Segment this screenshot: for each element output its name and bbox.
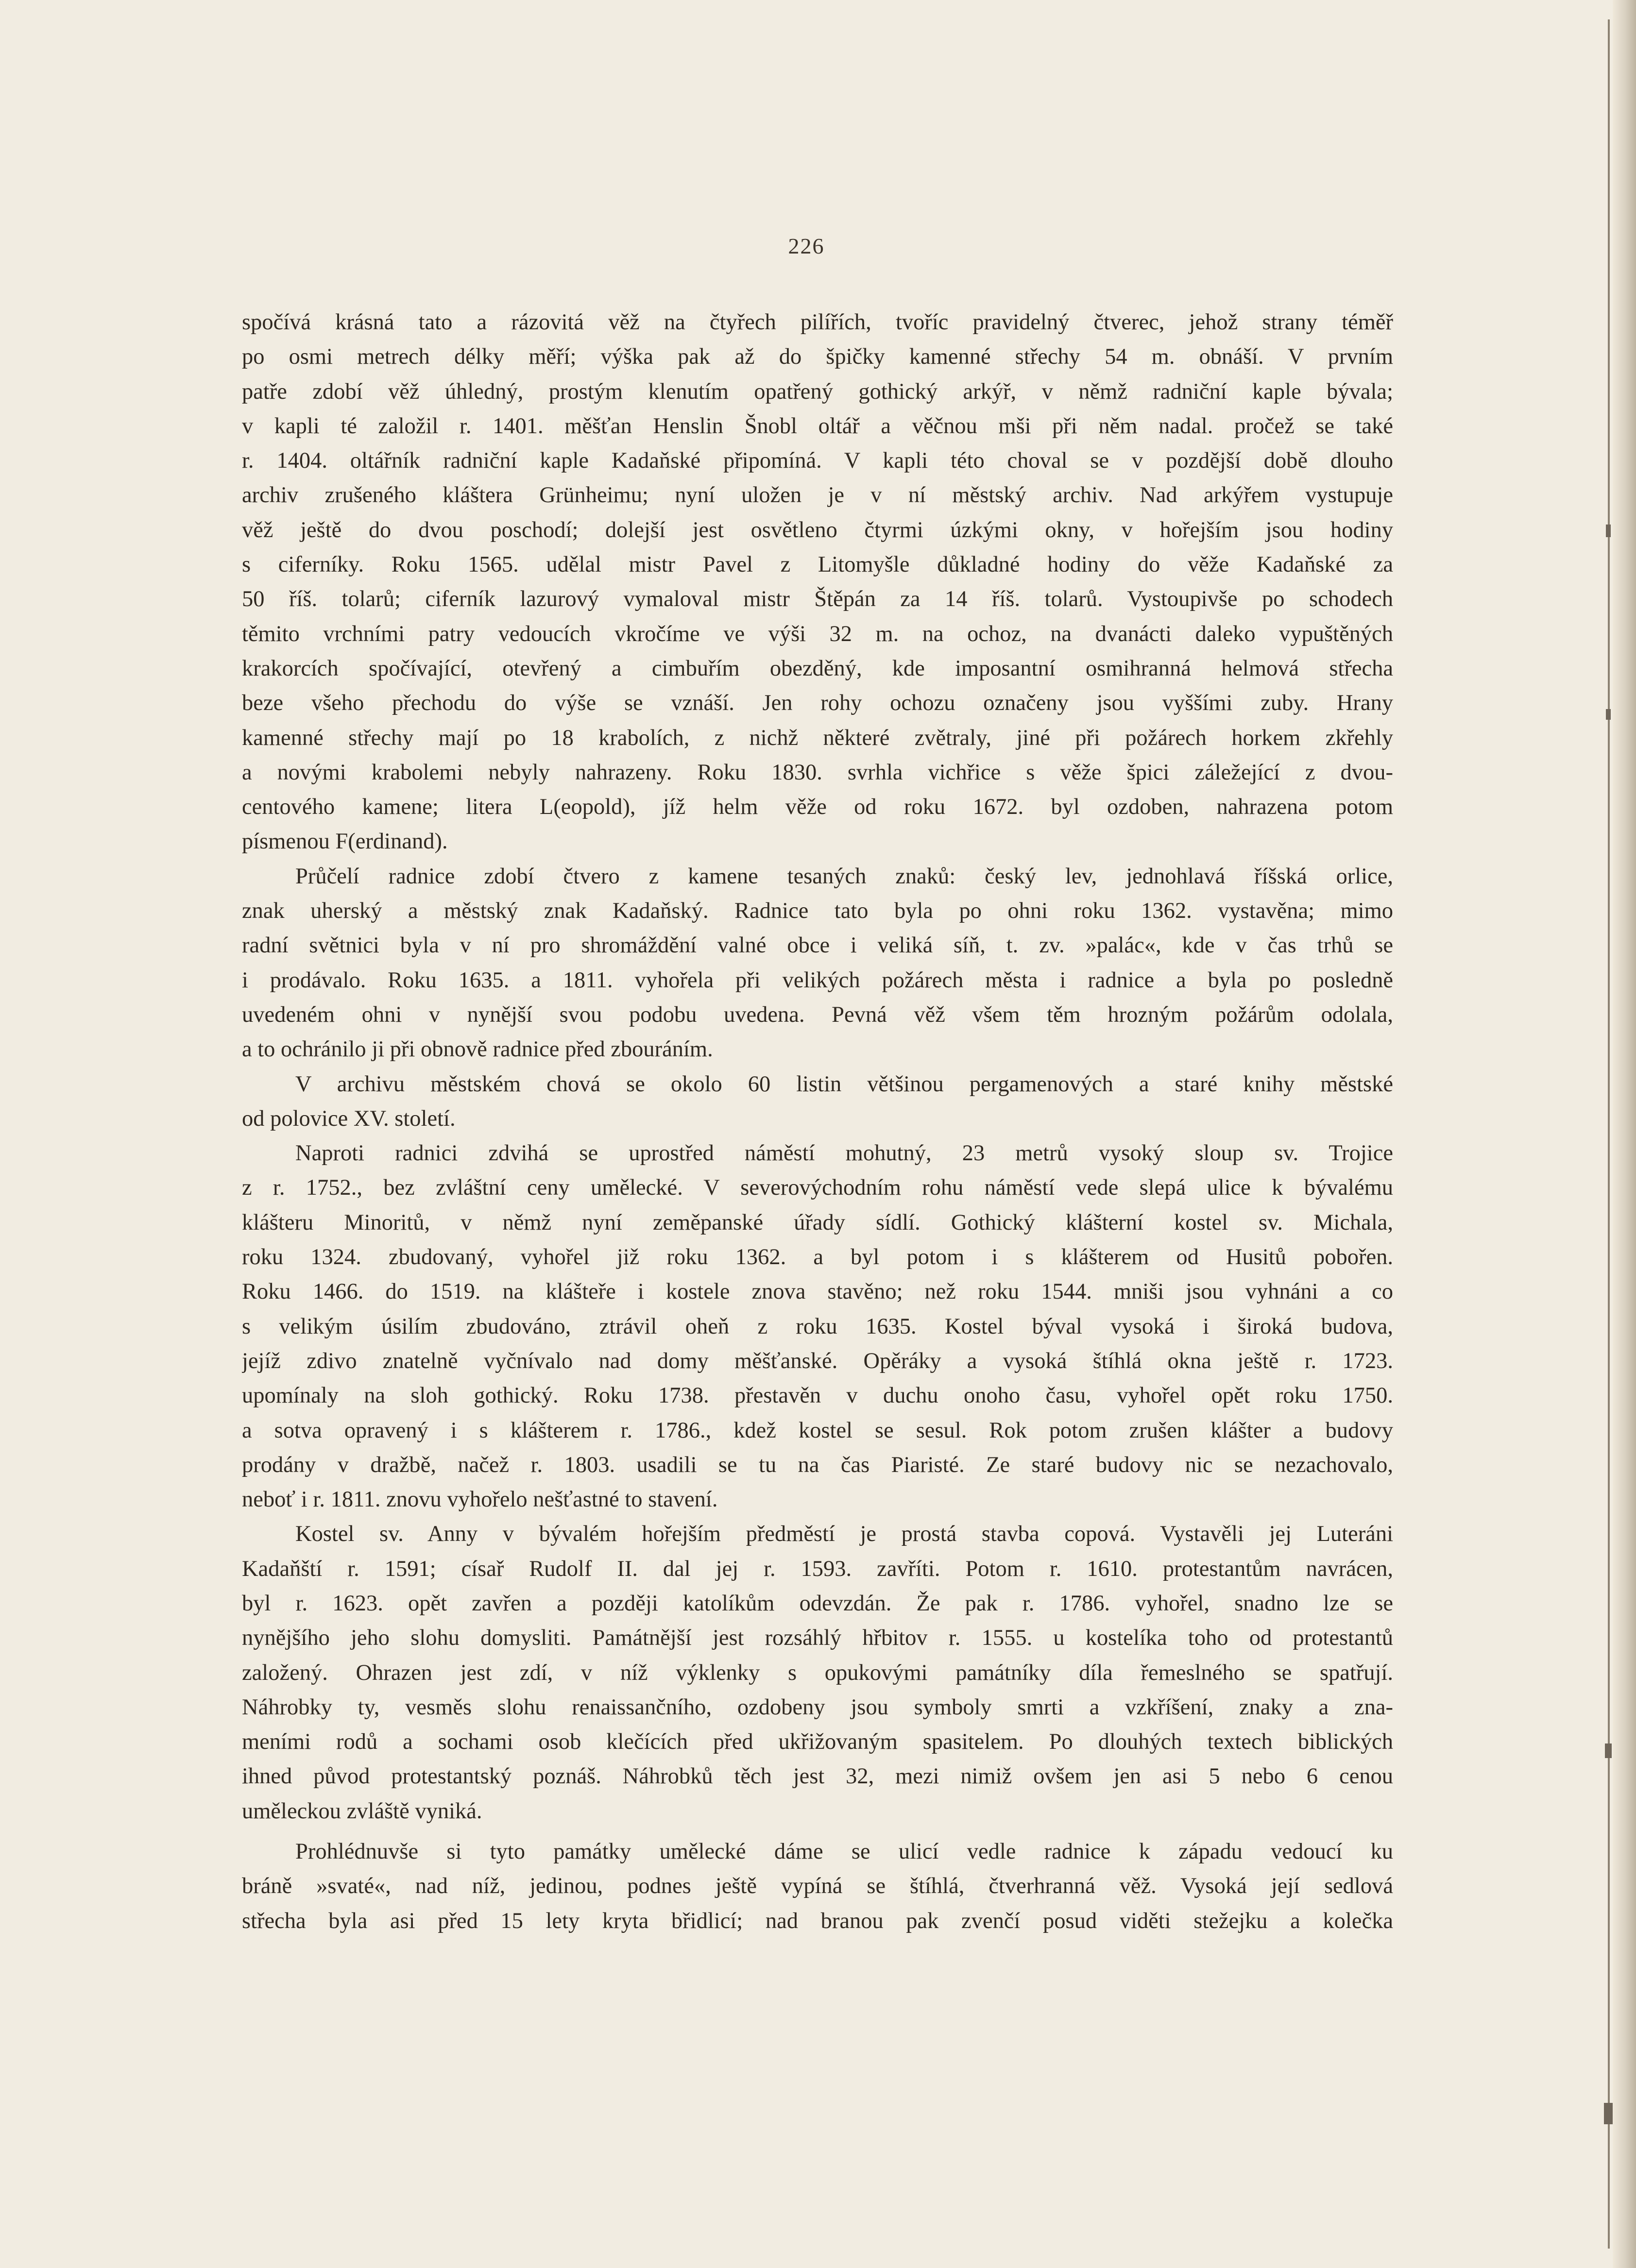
page-binding-edge	[1613, 0, 1636, 2268]
paragraph	[242, 1067, 1393, 1136]
text-line: založený. Ohrazen jest zdí, v níž výklenky s opukovými památníky díla řemeslného se spatřují.	[242, 1660, 1393, 1685]
text-line: věž ještě do dvou poschodí; dolejší jest osvětleno čtyrmi úzkými okny, v hořejším jsou hodiny	[242, 517, 1393, 542]
text-line: Průčelí radnice zdobí čtvero z kamene tesaných znaků: český lev, jednohlavá říšská orlice,	[295, 863, 1393, 889]
text-line: centového kamene; litera L(eopold), jíž helm věže od roku 1672. byl ozdoben, nahrazena potom	[242, 795, 1393, 820]
text-line: prodány v dražbě, načež r. 1803. usadili se tu na čas Piaristé. Ze staré budovy nic se nezachovalo,	[242, 1452, 1393, 1477]
text-line: archiv zrušeného kláštera Grünheimu; nyní uložen je v ní městský archiv. Nad arkýřem vystupuje	[242, 483, 1393, 508]
text-line: těmito vrchními patry vedoucích vkročíme ve výši 32 m. na ochoz, na dvanácti daleko vypuštěných	[242, 621, 1393, 646]
text-line: radní světnici byla v ní pro shromáždění valné obce i veliká síň, t. zv. »palác«, kde v čas trhů se	[242, 933, 1393, 958]
text-line: s ciferníky. Roku 1565. udělal mistr Pavel z Litomyšle důkladné hodiny do věže Kadaňské za	[242, 552, 1393, 577]
text-line: a novými krabolemi nebyly nahrazeny. Roku 1830. svrhla vichřice s věže špici záležející z dvou-	[242, 760, 1393, 785]
paragraph	[242, 305, 1393, 859]
text-line: V archivu městském chová se okolo 60 listin většinou pergamenových a staré knihy městské	[295, 1071, 1393, 1097]
text-line: uměleckou zvláště vyniká.	[242, 1798, 482, 1824]
binding-rule	[1608, 19, 1610, 2249]
text-line: Naproti radnici zdvihá se uprostřed náměstí mohutný, 23 metrů vysoký sloup sv. Trojice	[295, 1141, 1393, 1166]
text-line: spočívá krásná tato a rázovitá věž na čtyřech pilířích, tvoříc pravidelný čtverec, jehož strany téměř	[242, 310, 1393, 335]
paragraph	[242, 859, 1393, 1067]
text-line: roku 1324. zbudovaný, vyhořel již roku 1362. a byl potom i s klášterem od Husitů pobořen.	[242, 1245, 1393, 1270]
text-line: krakorcích spočívající, otevřený a cimbuřím obezděný, kde imposantní osmihranná helmová střecha	[242, 656, 1393, 681]
text-line: upomínaly na sloh gothický. Roku 1738. přestavěn v duchu onoho času, vyhořel opět roku 1750.	[242, 1383, 1393, 1408]
text-line: patře zdobí věž úhledný, prostým klenutím opatřený gothický arkýř, v němž radniční kaple bývala;	[242, 379, 1393, 404]
text-line: po osmi metrech délky měří; výška pak až do špičky kamenné střechy 54 m. obnáší. V prvním	[242, 344, 1393, 370]
text-line: kamenné střechy mají po 18 krabolích, z nichž některé zvětraly, jiné při požárech horkem zkřehly	[242, 725, 1393, 750]
text-line: ihned původ protestantský poznáš. Náhrobků těch jest 32, mezi nimiž ovšem jen asi 5 nebo 6 cenou	[242, 1764, 1393, 1789]
text-line: znak uherský a městský znak Kadaňský. Radnice tato byla po ohni roku 1362. vystavěna; mimo	[242, 898, 1393, 924]
text-line: r. 1404. oltářník radniční kaple Kadaňské připomíná. V kapli této choval se v pozdější době dlouho	[242, 448, 1393, 474]
body-text	[242, 305, 1393, 1938]
text-line: klášteru Minoritů, v němž nyní zeměpanské úřady sídlí. Gothický klášterní kostel sv. Michala,	[242, 1210, 1393, 1235]
paragraph-gap	[242, 1828, 1393, 1834]
text-line: neboť i r. 1811. znovu vyhořelo nešťastné to stavení.	[242, 1487, 718, 1512]
text-line: střecha byla asi před 15 lety kryta břidlicí; nad branou pak zvenčí posud viděti stežejku a kolečka	[242, 1908, 1393, 1933]
text-line: meními rodů a sochami osob klečících před ukřižovaným spasitelem. Po dlouhých textech biblických	[242, 1729, 1393, 1755]
edge-mark	[1604, 2103, 1613, 2124]
page-number: 226	[788, 234, 825, 258]
text-line: s velikým úsilím zbudováno, ztrávil oheň z roku 1635. Kostel býval vysoká i široká budova,	[242, 1314, 1393, 1339]
text-line: a sotva opravený i s klášterem r. 1786., kdež kostel se sesul. Rok potom zrušen klášter a budovy	[242, 1418, 1393, 1443]
text-line: Náhrobky ty, vesměs slohu renaissančního, ozdobeny jsou symboly smrti a vzkříšení, znaky a zna-	[242, 1694, 1393, 1720]
text-line: i prodávalo. Roku 1635. a 1811. vyhořela při velikých požárech města i radnice a byla po posledně	[242, 967, 1393, 993]
text-line: jejíž zdivo znatelně vyčnívalo nad domy měšťanské. Opěráky a vysoká štíhlá okna ještě r. 1723.	[242, 1348, 1393, 1373]
text-line: beze všeho přechodu do výše se vznáší. Jen rohy ochozu označeny jsou vyššími zuby. Hrany	[242, 691, 1393, 716]
text-line: byl r. 1623. opět zavřen a později katolíkům odevzdán. Že pak r. 1786. vyhořel, snadno lze se	[242, 1591, 1393, 1616]
text-line: v kapli té založil r. 1401. měšťan Henslin Šnobl oltář a věčnou mši při něm nadal. pročež se také	[242, 413, 1393, 439]
text-line: Kadaňští r. 1591; císař Rudolf II. dal jej r. 1593. zavříti. Potom r. 1610. protestantům navrácen,	[242, 1556, 1393, 1581]
paragraph	[242, 1136, 1393, 1517]
text-line: Kostel sv. Anny v bývalém hořejším předměstí je prostá stavba copová. Vystavěli jej Luteráni	[295, 1522, 1393, 1547]
paragraph	[242, 1834, 1393, 1938]
edge-mark	[1606, 525, 1611, 537]
text-line: a to ochránilo ji při obnově radnice před zbouráním.	[242, 1037, 713, 1062]
text-line: bráně »svaté«, nad níž, jedinou, podnes ještě vypíná se štíhlá, čtverhranná věž. Vysoká její sedlová	[242, 1874, 1393, 1899]
text-line: nynějšího jeho slohu domysliti. Památnější jest rozsáhlý hřbitov r. 1555. u kostelíka toho od protestantů	[242, 1625, 1393, 1651]
text-line: uvedeném ohni v nynější svou podobu uvedena. Pevná věž všem těm hrozným požárům odolala,	[242, 1002, 1393, 1027]
text-line: písmenou F(erdinand).	[242, 829, 448, 854]
text-line: z r. 1752., bez zvláštní ceny umělecké. V severovýchodním rohu náměstí vede slepá ulice k bývalému	[242, 1175, 1393, 1201]
edge-mark	[1605, 1743, 1612, 1758]
text-line: Roku 1466. do 1519. na klášteře i kostele znova stavěno; než roku 1544. mniši jsou vyhnáni a co	[242, 1279, 1393, 1304]
text-line: 50 říš. tolarů; ciferník lazurový vymaloval mistr Štěpán za 14 říš. tolarů. Vystoupivše po schodech	[242, 587, 1393, 612]
edge-mark	[1606, 709, 1611, 720]
paragraph	[242, 1517, 1393, 1828]
text-line: od polovice XV. století.	[242, 1106, 456, 1131]
text-line: Prohlédnuvše si tyto památky umělecké dáme se ulicí vedle radnice k západu vedoucí ku	[295, 1839, 1393, 1864]
